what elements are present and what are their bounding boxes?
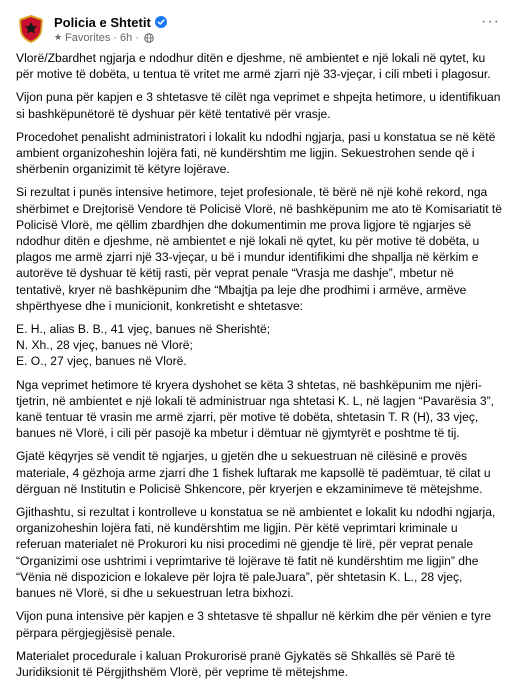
more-options-icon[interactable]: ··· bbox=[481, 13, 500, 30]
meta-separator-2: · bbox=[135, 31, 139, 44]
police-badge-icon bbox=[17, 14, 45, 44]
author-row bbox=[54, 15, 167, 30]
post-meta bbox=[54, 32, 167, 44]
page-name[interactable]: Policia e Shtetit bbox=[54, 14, 151, 30]
post-paragraph: Vijon puna për kapjen e 3 shtetasve të cilët nga veprimet e shpejta hetimore, u identifikuan si bashkëpunëtorë të dyshuar për këtë tentativë për vrasje. bbox=[16, 90, 501, 121]
post-paragraph: Procedohet penalisht administratori i lokalit ku ndodhi ngjarja, pasi u konstatua se në këtë ambient organizoheshin lojëra fati, në kundërshtim me ligjin. Sekuestrohen sende që i shërbenin organizimit të këtyre lojërave. bbox=[16, 129, 496, 177]
verified-badge-icon bbox=[155, 16, 167, 28]
post-paragraph: Si rezultat i punës intensive hetimore, tejet profesionale, të bërë në një kohë rekord, nga shërbimet e Drejtorisë Vendore të Policisë Vlorë, në bashkëpunim me ato të Komisariatit të Policisë Vlorë, me qëllim zbardhjen dhe dokumentimin me prova ligjore të ngjarjes së ndodhur ditën e djeshme, në ambientet e një lokali në qytet, ku për motive të dobëta, u plagos me armë zjarri një 33-vjeçar, u bë i mundur identifikimi dhe shpallja në kërkim e autorëve të dyshuar të këtij rasti, për veprat penale “Vrasja me dashje”, mbetur në tentativë, kryer në bashkëpunim dhe “Mbajtja pa leje dhe prodhimi i armëve, armëve shpërthyese dhe i municionit, konkretisht e shtetasve: bbox=[16, 185, 503, 313]
suspect-line: N. Xh., 28 vjeç, banues në Vlorë; bbox=[16, 338, 193, 353]
favorites-label: Favorites bbox=[65, 31, 111, 44]
post-paragraph: Materialet procedurale i kaluan Prokurorisë pranë Gjykatës së Shkallës së Parë të Juridiksionit të Përgjithshëm Vlorë, për veprime të mëtejshme. bbox=[16, 648, 455, 679]
post-paragraph: Vlorë/Zbardhet ngjarja e ndodhur ditën e djeshme, në ambientet e një lokali në qytet, ku për motive të dobëta, u tentua të vritet me armë zjarri një 33-vjeçar, i cili mbeti i plagosur. bbox=[16, 51, 491, 82]
post-header-text bbox=[54, 15, 167, 44]
page-avatar[interactable] bbox=[16, 14, 46, 44]
globe-icon[interactable] bbox=[144, 33, 154, 43]
star-icon: ★ bbox=[54, 32, 63, 42]
suspect-line: E. O., 27 vjeç, banues në Vlorë. bbox=[16, 354, 187, 369]
post-paragraph: Gjatë këqyrjes së vendit të ngjarjes, u gjetën dhe u sekuestruan në cilësinë e provës materiale, 4 gëzhoja arme zjarri dhe 1 fishek luftarak me kapsollë të padëmtuar, të cilat u dërguan në Institutin e Policisë Shkencore, për kryerjen e ekzaminimeve të mëtejshme. bbox=[16, 449, 491, 496]
post-body bbox=[16, 50, 504, 687]
post-paragraph: Vijon puna intensive për kapjen e 3 shtetasve të shpallur në kërkim dhe për vënien e tyre përpara përgjegjësisë penale. bbox=[16, 609, 492, 640]
post-time[interactable]: 6h bbox=[120, 31, 133, 44]
post-header bbox=[16, 12, 167, 46]
suspect-line: E. H., alias B. B., 41 vjeç, banues në Sherishtë; bbox=[16, 322, 271, 337]
post-paragraph: Nga veprimet hetimore të kryera dyshohet se këta 3 shtetas, në bashkëpunim me njëri-tjetrin, në ambientet e një lokali të administruar nga shtetasi K. L, në lagjen “Pavarësia 3”, kanë tentuar të vrasin me armë zjarri, për motive të dobëta, shtetasin T. R (H), 33 vjeç, banues në Vlorë, i cili për pasojë ka mbetur i dëmtuar në gjymtyrët e poshtme të tij. bbox=[16, 377, 494, 441]
meta-separator: · bbox=[113, 31, 117, 44]
post-paragraph: Gjithashtu, si rezultat i kontrolleve u konstatua se në ambientet e lokalit ku ndodhi ngjarja, organizoheshin lojëra fati, në kundërshtim me ligjin. Për këtë veprimtari kriminale u referuan materialet në Prokurori ku nisi procedimi në gjendje të lirë, për veprat penale “Organizimi ose ushtrimi i veprimtarive të lojërave të fatit në kundërshtim me ligjin” dhe “Vënia në dispozicion e lokaleve për lojra të paleJuara”, për shtetasin K. L., 28 vjeç, banues në Vlorë, si dhe u sekuestruan letra bixhozi. bbox=[16, 505, 496, 601]
